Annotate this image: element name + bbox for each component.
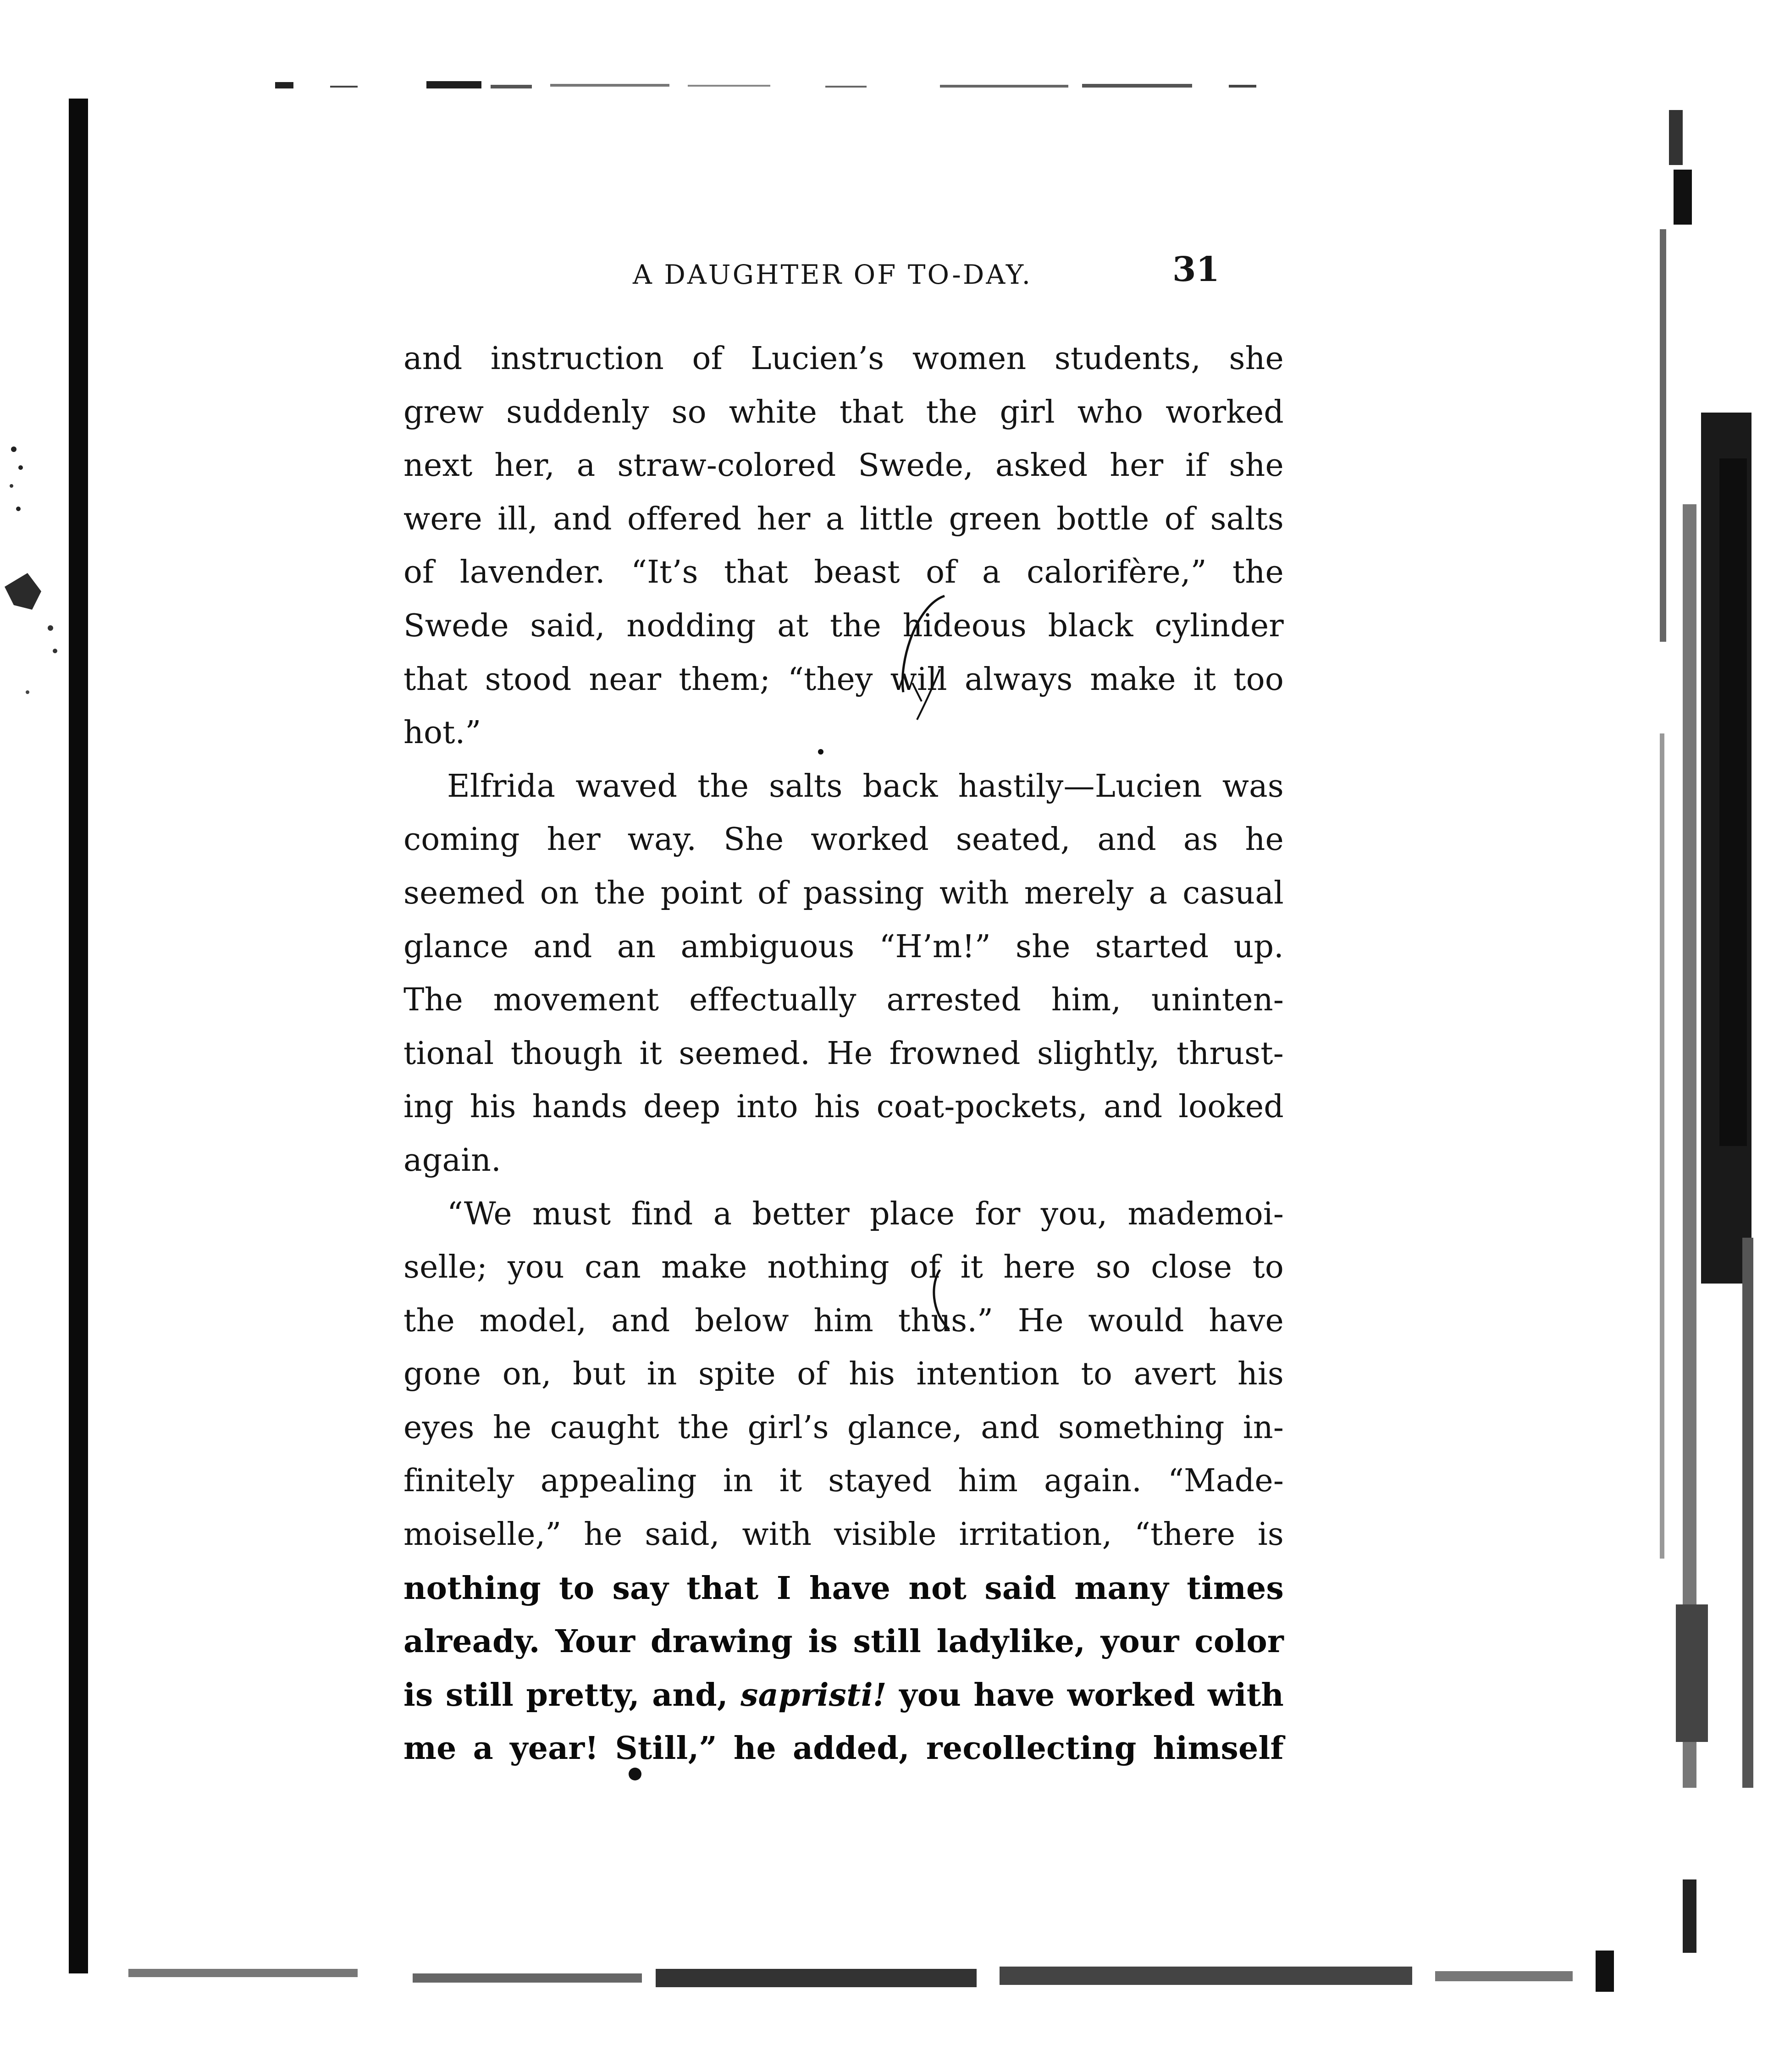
text-line: gone on, but in spite of his intention to avert his bbox=[403, 1356, 1284, 1393]
text-line: selle; you can make nothing of it here so close to bbox=[403, 1249, 1284, 1286]
text-line: again. bbox=[403, 1142, 501, 1179]
page-number: 31 bbox=[1172, 250, 1220, 289]
line-part: you have worked with bbox=[886, 1676, 1284, 1714]
emphasis-word: sapristi! bbox=[740, 1676, 887, 1714]
text-line: The movement effectually arrested him, uninten- bbox=[403, 982, 1284, 1019]
text-line: ing his hands deep into his coat-pockets, and looked bbox=[403, 1089, 1284, 1125]
text-line: next her, a straw-colored Swede, asked her if she bbox=[403, 447, 1284, 484]
text-line: glance and an ambiguous “H’m!” she started up. bbox=[403, 928, 1284, 965]
running-head-title: A DAUGHTER OF TO-DAY. bbox=[633, 259, 1033, 290]
text-line: finitely appealing in it stayed him again. “Made- bbox=[403, 1463, 1284, 1499]
text-line: hot.” bbox=[403, 715, 481, 751]
text-line: nothing to say that I have not said many times bbox=[403, 1570, 1284, 1607]
text-line: and instruction of Lucien’s women students, she bbox=[403, 341, 1284, 377]
text-line bbox=[403, 1669, 1284, 1722]
text-line: Elfrida waved the salts back hastily—Lucien was bbox=[447, 768, 1284, 805]
top-scan-noise bbox=[275, 76, 1270, 92]
running-head bbox=[403, 250, 1275, 300]
left-margin-specks bbox=[0, 435, 78, 756]
text-line: coming her way. She worked seated, and as he bbox=[403, 821, 1284, 858]
text-line: “We must find a better place for you, mademoi- bbox=[447, 1196, 1284, 1232]
text-line: tional though it seemed. He frowned slightly, thrust- bbox=[403, 1035, 1284, 1072]
text-line: of lavender. “It’s that beast of a calorifère,” the bbox=[403, 554, 1284, 591]
text-line: were ill, and offered her a little green bottle of salts bbox=[403, 501, 1284, 537]
bottom-scan-noise bbox=[128, 1941, 1641, 1996]
text-line: the model, and below him thus.” He would have bbox=[403, 1302, 1284, 1339]
text-line: that stood near them; “they will always make it too bbox=[403, 661, 1284, 698]
text-line: eyes he caught the girl’s glance, and something in- bbox=[403, 1409, 1284, 1446]
text-line: Swede said, nodding at the hideous black cylinder bbox=[403, 607, 1284, 644]
right-edge-scan-noise bbox=[1632, 92, 1779, 1999]
text-line: grew suddenly so white that the girl who worked bbox=[403, 394, 1284, 430]
text-line: seemed on the point of passing with merely a casual bbox=[403, 875, 1284, 911]
text-line: me a year! Still,” he added, recollecting himself bbox=[403, 1730, 1284, 1767]
body-text bbox=[403, 332, 1284, 1775]
left-binding-shadow bbox=[69, 99, 88, 1973]
text-line: moiselle,” he said, with visible irritation, “there is bbox=[403, 1516, 1284, 1553]
text-line: already. Your drawing is still ladylike, your color bbox=[403, 1623, 1284, 1660]
line-part: is still pretty, and, bbox=[403, 1676, 741, 1714]
